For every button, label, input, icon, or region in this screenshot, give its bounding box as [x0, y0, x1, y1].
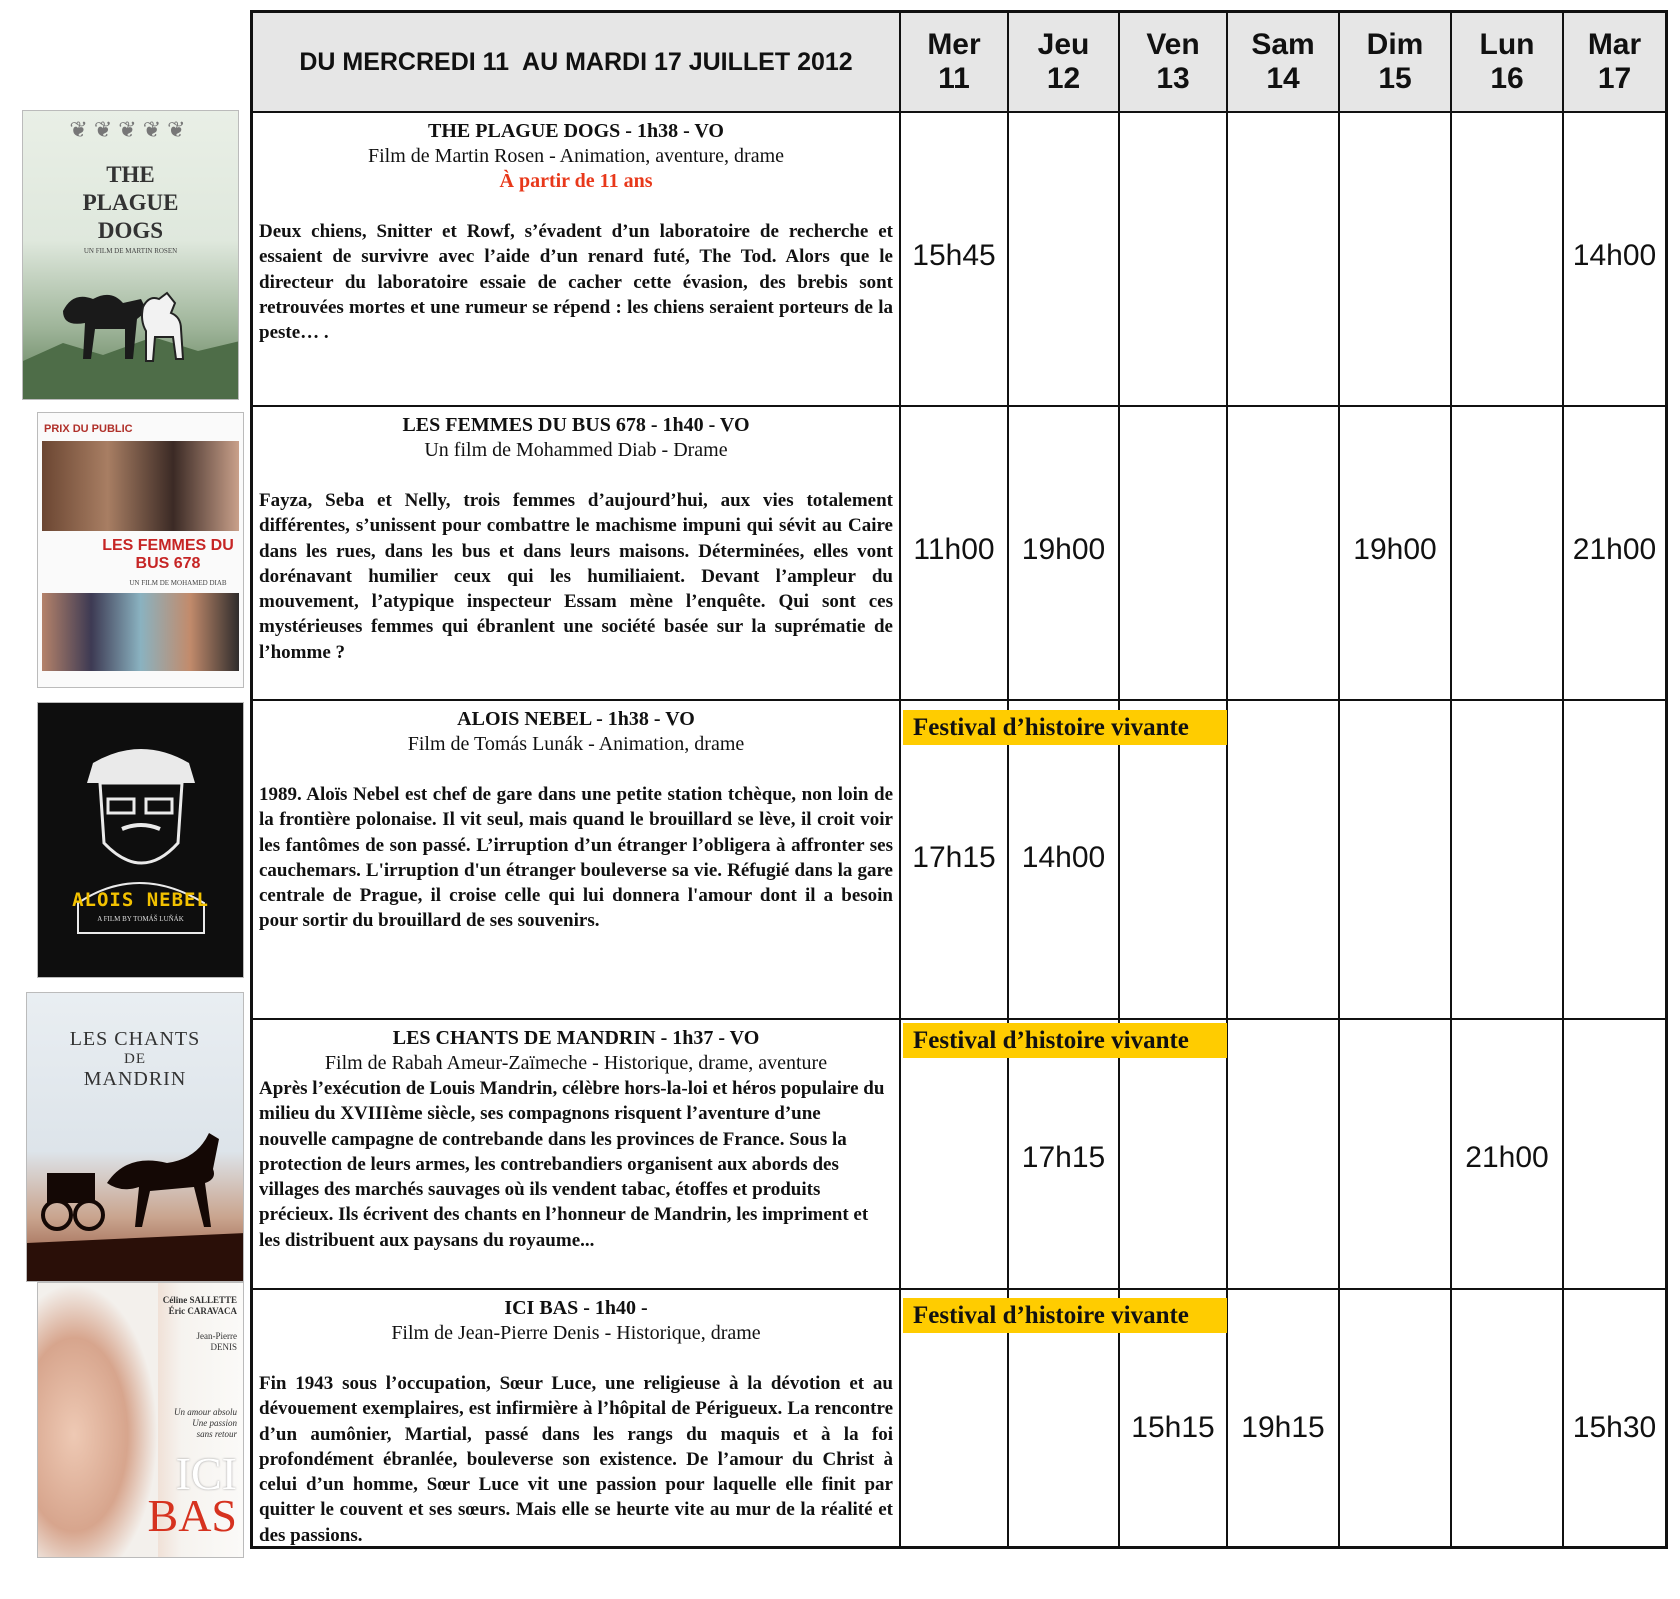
poster-title-line: DOGS	[97, 218, 164, 243]
film-alois-nebel	[259, 707, 893, 934]
day-number: 12	[1046, 62, 1081, 95]
row-divider	[253, 699, 1665, 701]
day-header-mer	[901, 13, 1007, 111]
day-header-sam	[1228, 13, 1338, 111]
poster-tagline-line: Un amour absolu	[173, 1407, 237, 1417]
poster-title-line: THE	[106, 162, 155, 187]
film-subtitle: Film de Martin Rosen - Animation, aventure, drame	[367, 145, 785, 167]
poster-cast-line: Éric CARAVACA	[168, 1306, 237, 1316]
showtime-mer: 11h00	[913, 533, 995, 566]
film-description: 1989. Aloïs Nebel est chef de gare dans une petite station tchèque, non loin de la frontière polonaise. Il vit seul, mais quand le brouillard se lève, il croit voir les fantômes de son passé. L’irruption d’un étranger l’obligera à affronter ses cauchemars. L'irruption d'un étranger bouleverse sa vie. Réfugié dans la gare centrale de Prague, il croise celle qui lui donnera l'amour dont il a besoin pour sortir du brouillard de ses souvenirs.	[259, 784, 893, 932]
poster-title-line: BAS	[147, 1490, 237, 1541]
poster-title-line: PLAGUE	[82, 190, 179, 215]
poster-director-line: Jean-Pierre	[196, 1331, 237, 1341]
day-number: 17	[1597, 62, 1632, 95]
day-name: Mar	[1587, 28, 1642, 61]
film-subtitle: Un film de Mohammed Diab - Drame	[424, 439, 728, 461]
showtime-mar: 14h00	[1572, 239, 1657, 272]
column-divider	[1338, 13, 1340, 1546]
poster-plague-dogs	[22, 110, 239, 400]
day-number: 15	[1378, 62, 1412, 95]
poster-tagline-line: sans retour	[196, 1429, 237, 1439]
film-title: THE PLAGUE DOGS - 1h38 - VO	[428, 120, 724, 142]
carriage-silhouette	[27, 993, 244, 1282]
film-age-rating: À partir de 11 ans	[499, 170, 653, 192]
column-divider	[1450, 13, 1452, 1546]
row-divider	[253, 1018, 1665, 1020]
film-ici-bas	[259, 1296, 893, 1548]
day-name: Jeu	[1037, 28, 1090, 61]
showtime-lun: 21h00	[1465, 1141, 1549, 1174]
poster-tagline-line: Une passion	[192, 1418, 237, 1428]
film-subtitle: Film de Rabah Ameur-Zaïmeche - Historique, drame, aventure	[324, 1052, 828, 1074]
showtime-jeu: 17h15	[1021, 1141, 1106, 1174]
poster-director-line: DENIS	[210, 1342, 237, 1352]
row-divider	[253, 1288, 1665, 1290]
showtime-dim: 19h00	[1353, 533, 1437, 566]
portrait-illustration	[38, 703, 244, 978]
poster-credit: A FILM BY TOMÁŠ LUŇÁK	[97, 915, 184, 923]
film-description: Deux chiens, Snitter et Rowf, s’évadent d’un laboratoire de recherche et essaient de survivre avec l’aide d’un renard futé, The Tod. Alors que le directeur du laboratoire essaie de cacher cette évasion, des brebis sont retrouvées mortes et une rumeur se répend : les chiens seraient porteurs de la peste… .	[259, 221, 893, 344]
film-title: ALOIS NEBEL - 1h38 - VO	[457, 708, 695, 730]
dogs-illustration	[23, 111, 239, 400]
showtime-sam: 19h15	[1241, 1411, 1325, 1444]
film-subtitle: Film de Jean-Pierre Denis - Historique, drame	[391, 1322, 761, 1344]
film-description: Après l’exécution de Louis Mandrin, célèbre hors-la-loi et héros populaire du milieu du XVIIIème siècle, ses compagnons risquent l’aventure d’une nouvelle campagne de contrebande dans les provinces de France. Sous la protection de leurs armes, les contrebandiers organisent aux abords des villages des marchés sauvages où ils vendent tabac, étoffes et produits précieux. Ils écrivent des chants en l’honneur de Mandrin, les impriment et les distribuent aux paysans du royaume...	[259, 1078, 885, 1251]
showtime-mer: 15h45	[912, 239, 996, 272]
day-header-dim	[1340, 13, 1450, 111]
nun-veil	[38, 1283, 158, 1558]
day-number: 11	[938, 62, 970, 95]
poster-photo-bottom	[42, 593, 239, 671]
row-divider	[253, 405, 1665, 407]
laurel-icons: ❦❦❦❦❦	[69, 117, 192, 142]
showtime-mar: 15h30	[1572, 1411, 1657, 1444]
poster-alois-nebel	[37, 702, 244, 978]
showtime-mer: 17h15	[912, 841, 996, 874]
day-name: Dim	[1366, 28, 1424, 61]
showtime-mar: 21h00	[1572, 533, 1657, 566]
film-subtitle: Film de Tomás Lunák - Animation, drame	[407, 733, 745, 755]
poster-title-line: MANDRIN	[83, 1068, 187, 1090]
poster-femmes-bus	[37, 412, 244, 688]
film-description: Fin 1943 sous l’occupation, Sœur Luce, une religieuse à la dévotion et au dévouement exemplaires, est infirmière à l’hôpital de Périgueux. La rencontre d’un aumônier, Martial, passé dans les rangs du maquis et à la foi profondément ébranlée, bouleverse son existence. De l’amour du Christ à celui d’un homme, Sœur Luce vit une passion pour laquelle elle finit par quitter le couvent et ses sœurs. Mais elle se heurte vite au mur de la réalité et des passions.	[259, 1373, 893, 1546]
day-header-jeu	[1009, 13, 1118, 111]
showtime-jeu: 14h00	[1021, 841, 1106, 874]
film-femmes-bus	[259, 413, 893, 665]
poster-title-line: LES CHANTS	[69, 1028, 201, 1050]
day-name: Ven	[1146, 28, 1200, 61]
film-title: LES FEMMES DU BUS 678 - 1h40 - VO	[402, 414, 750, 436]
film-description: Fayza, Seba et Nelly, trois femmes d’aujourd’hui, aux vies totalement différentes, s’unissent pour combattre le machisme impuni qui sévit au Caire dans les rues, dans les bus et dans leurs maisons. Déterminées, elles vont dorénavant humilier ceux qui les humiliaient. Devant l’ampleur du mouvement, l’atypique inspecteur Essam mène l’enquête. Qui sont ces mystérieuses femmes qui ébranlent une société basée sur la suprématie de l’homme ?	[259, 490, 893, 663]
showtime-jeu: 19h00	[1021, 533, 1106, 566]
poster-title-line: DE	[124, 1051, 146, 1067]
film-title: ICI BAS - 1h40 -	[504, 1297, 648, 1319]
day-name: Lun	[1479, 28, 1535, 61]
poster-credit: UN FILM DE MOHAMED DIAB	[129, 579, 227, 587]
day-number: 16	[1490, 62, 1524, 95]
day-name: Mer	[927, 28, 981, 61]
day-header-mar	[1564, 13, 1665, 111]
poster-title: LES FEMMES DU BUS 678	[102, 537, 234, 572]
day-number: 13	[1156, 62, 1190, 95]
schedule-table	[250, 10, 1668, 1549]
poster-title: ALOIS NEBEL	[72, 889, 209, 911]
day-number: 14	[1266, 62, 1300, 95]
day-header-ven	[1120, 13, 1226, 111]
showtime-ven: 15h15	[1131, 1411, 1215, 1444]
week-title: DU MERCREDI 11 AU MARDI 17 JUILLET 2012	[299, 47, 853, 76]
poster-ici-bas	[37, 1282, 244, 1558]
poster-photo-top	[42, 441, 239, 531]
row-divider	[253, 111, 1665, 113]
poster-chants-mandrin	[26, 992, 244, 1282]
poster-cast-line: Céline SALLETTE	[162, 1295, 237, 1305]
festival-badge: Festival d’histoire vivante	[903, 1023, 1227, 1058]
festival-badge: Festival d’histoire vivante	[903, 710, 1227, 745]
festival-badge: Festival d’histoire vivante	[903, 1298, 1227, 1333]
day-header-lun	[1452, 13, 1562, 111]
film-plague-dogs	[259, 119, 893, 345]
film-chants-mandrin	[259, 1026, 893, 1253]
poster-badge: PRIX DU PUBLIC	[44, 423, 133, 435]
day-name: Sam	[1251, 28, 1315, 61]
poster-title-line: ICI	[175, 1448, 237, 1499]
film-title: LES CHANTS DE MANDRIN - 1h37 - VO	[392, 1027, 760, 1049]
poster-credit: UN FILM DE MARTIN ROSEN	[83, 247, 178, 255]
